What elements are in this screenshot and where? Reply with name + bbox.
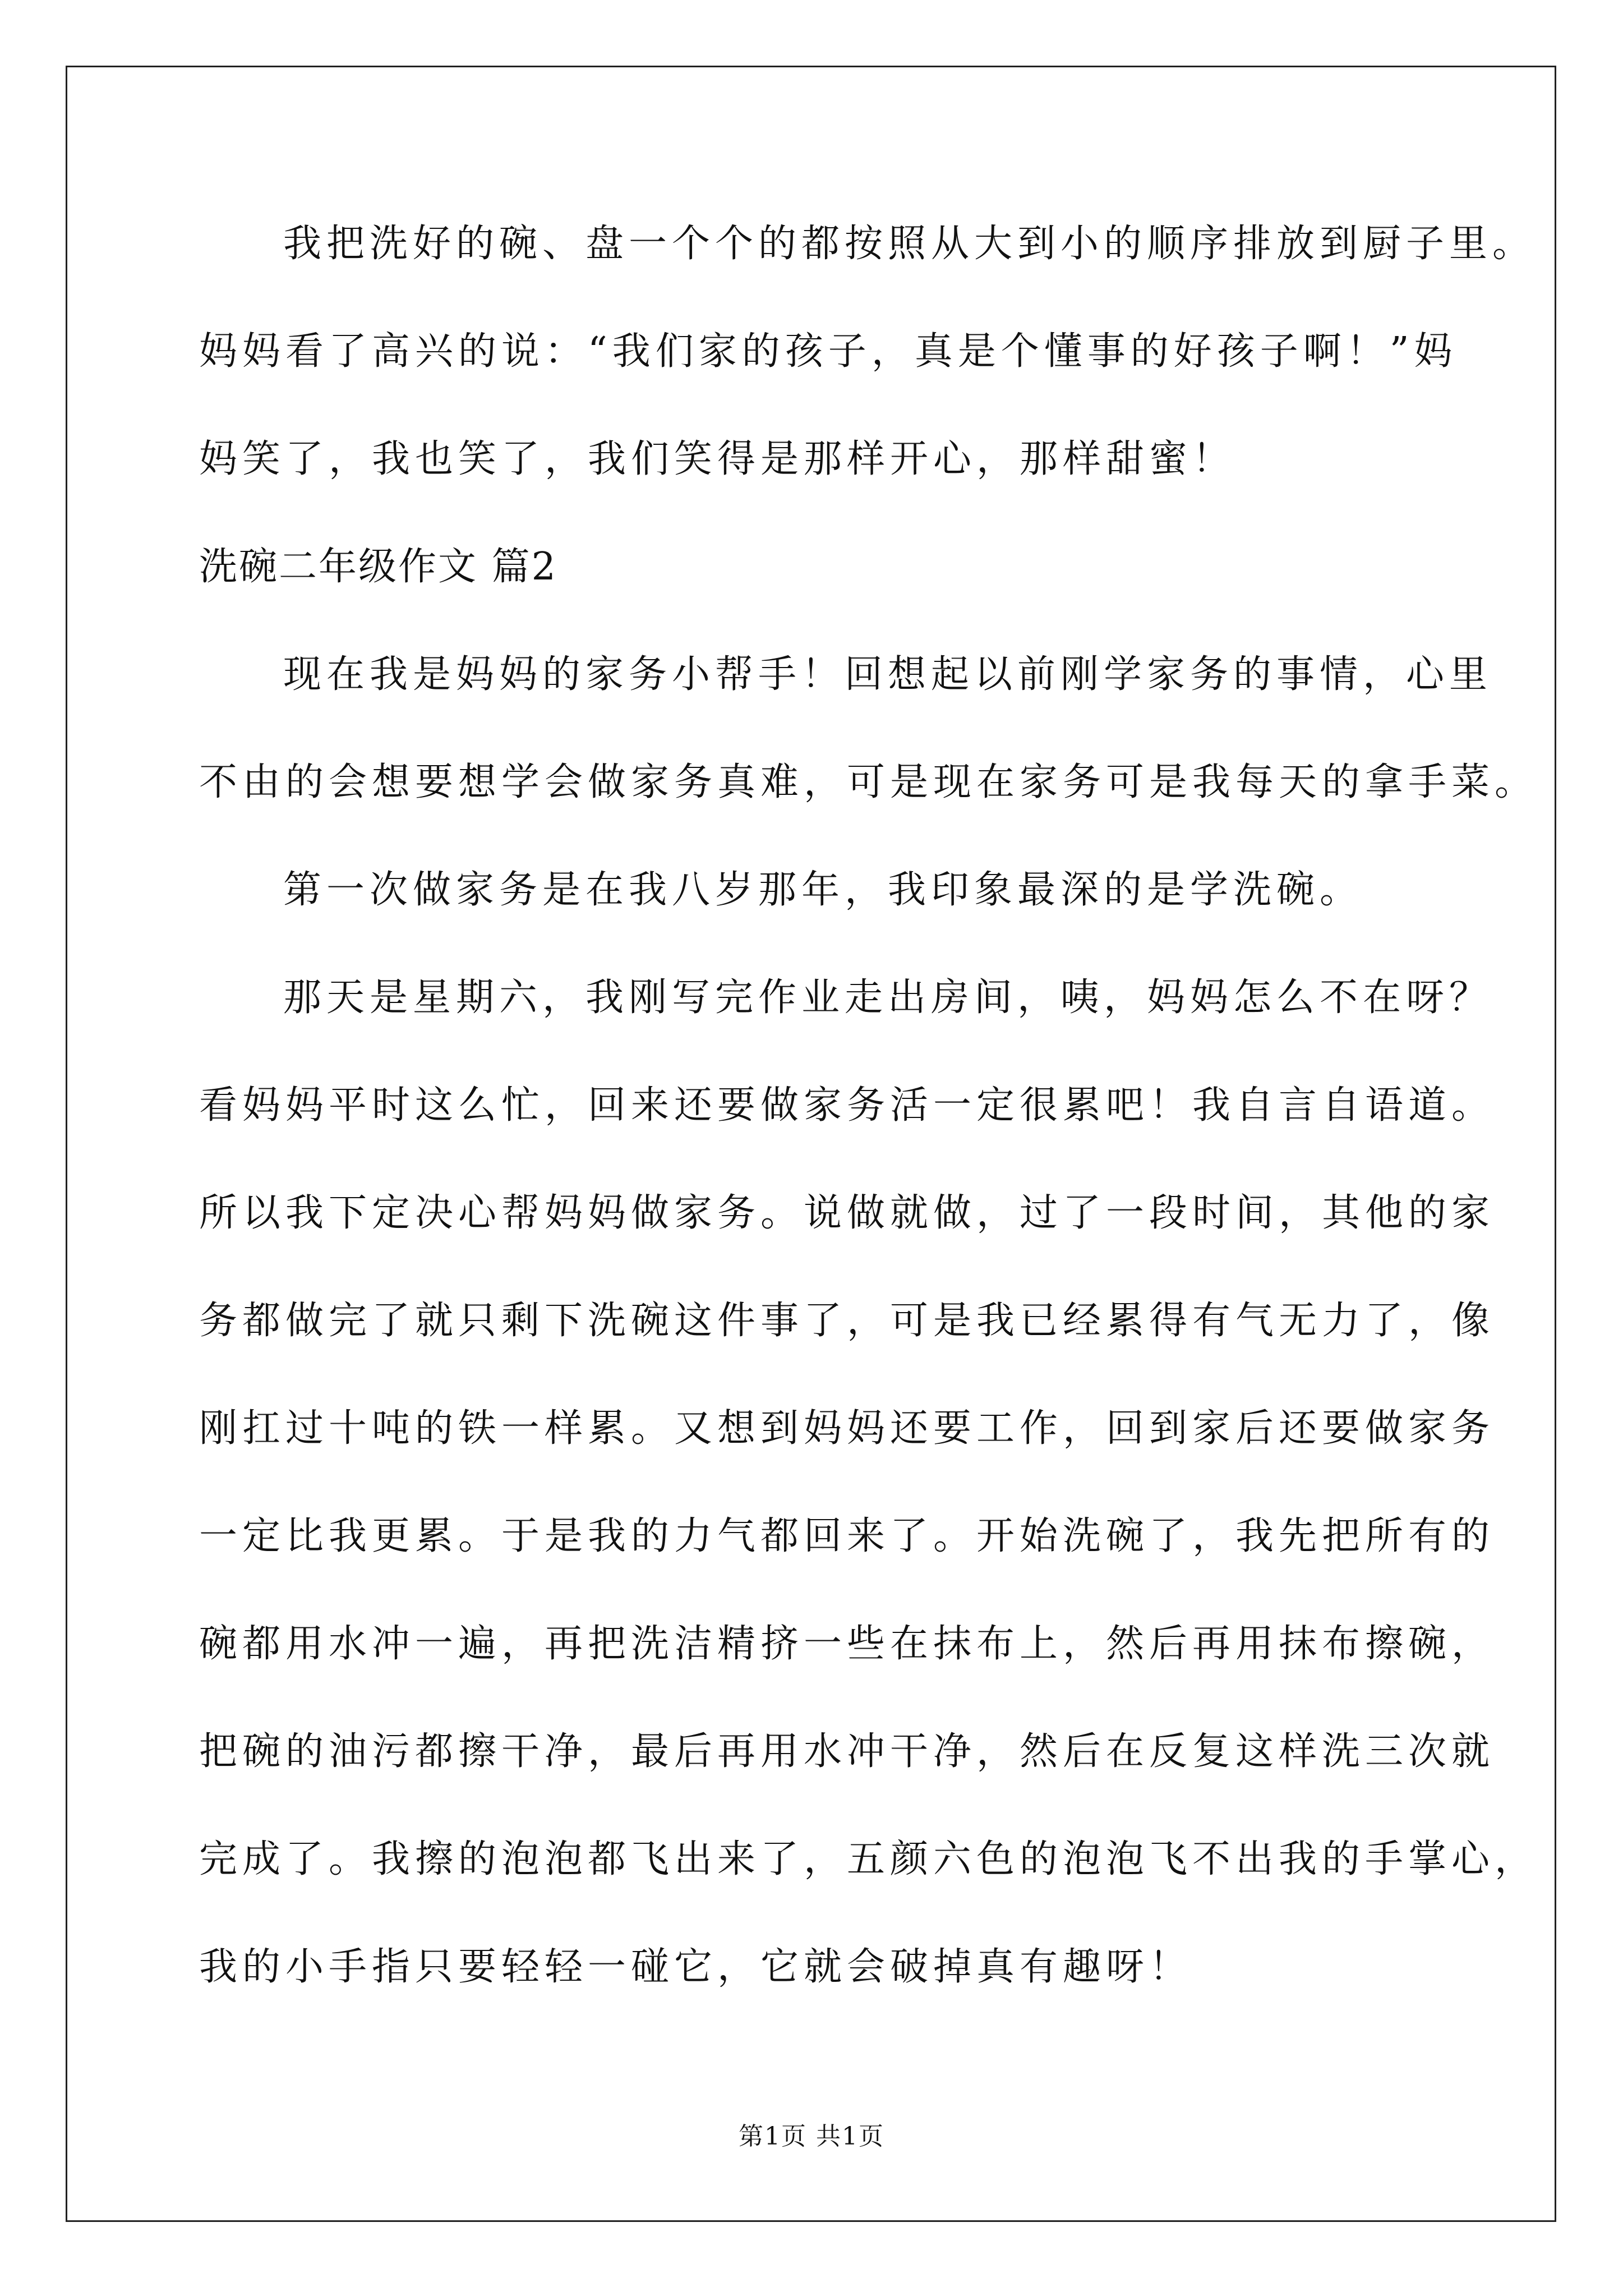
paragraph-line: 完成了。我擦的泡泡都飞出来了，五颜六色的泡泡飞不出我的手掌心， xyxy=(199,1837,1538,1881)
paragraph-line: 现在我是妈妈的家务小帮手！回想起以前刚学家务的事情，心里 xyxy=(283,652,1493,697)
page-border xyxy=(66,66,1556,2222)
paragraph-line: 看妈妈平时这么忙，回来还要做家务活一定很累吧！我自言自语道。 xyxy=(199,1083,1495,1128)
paragraph-line: 不由的会想要想学会做家务真难，可是现在家务可是我每天的拿手菜。 xyxy=(199,760,1538,804)
page-number-footer: 第1页 共1页 xyxy=(739,2122,884,2151)
paragraph-line: 务都做完了就只剩下洗碗这件事了，可是我已经累得有气无力了，像 xyxy=(199,1299,1495,1343)
paragraph-line: 我把洗好的碗、盘一个个的都按照从大到小的顺序排放到厨子里。 xyxy=(283,222,1536,266)
paragraph-line: 那天是星期六，我刚写完作业走出房间，咦，妈妈怎么不在呀？ xyxy=(283,976,1493,1020)
paragraph-line: 所以我下定决心帮妈妈做家务。说做就做，过了一段时间，其他的家 xyxy=(199,1191,1495,1235)
paragraph-line: 把碗的油污都擦干净，最后再用水冲干净，然后在反复这样洗三次就 xyxy=(199,1729,1495,1774)
paragraph-line: 妈妈看了高兴的说：“我们家的孩子，真是个懂事的好孩子啊！”妈 xyxy=(199,329,1458,374)
section-heading: 洗碗二年级作文 篇2 xyxy=(199,545,557,589)
paragraph-line: 刚扛过十吨的铁一样累。又想到妈妈还要工作，回到家后还要做家务 xyxy=(199,1406,1495,1451)
paragraph-line: 一定比我更累。于是我的力气都回来了。开始洗碗了，我先把所有的 xyxy=(199,1514,1495,1558)
paragraph-line: 妈笑了，我也笑了，我们笑得是那样开心，那样甜蜜！ xyxy=(199,437,1236,481)
paragraph-line: 我的小手指只要轻轻一碰它，它就会破掉真有趣呀！ xyxy=(199,1945,1193,1989)
paragraph-line: 第一次做家务是在我八岁那年，我印象最深的是学洗碗。 xyxy=(283,868,1363,912)
paragraph-line: 碗都用水冲一遍，再把洗洁精挤一些在抹布上，然后再用抹布擦碗， xyxy=(199,1622,1495,1666)
